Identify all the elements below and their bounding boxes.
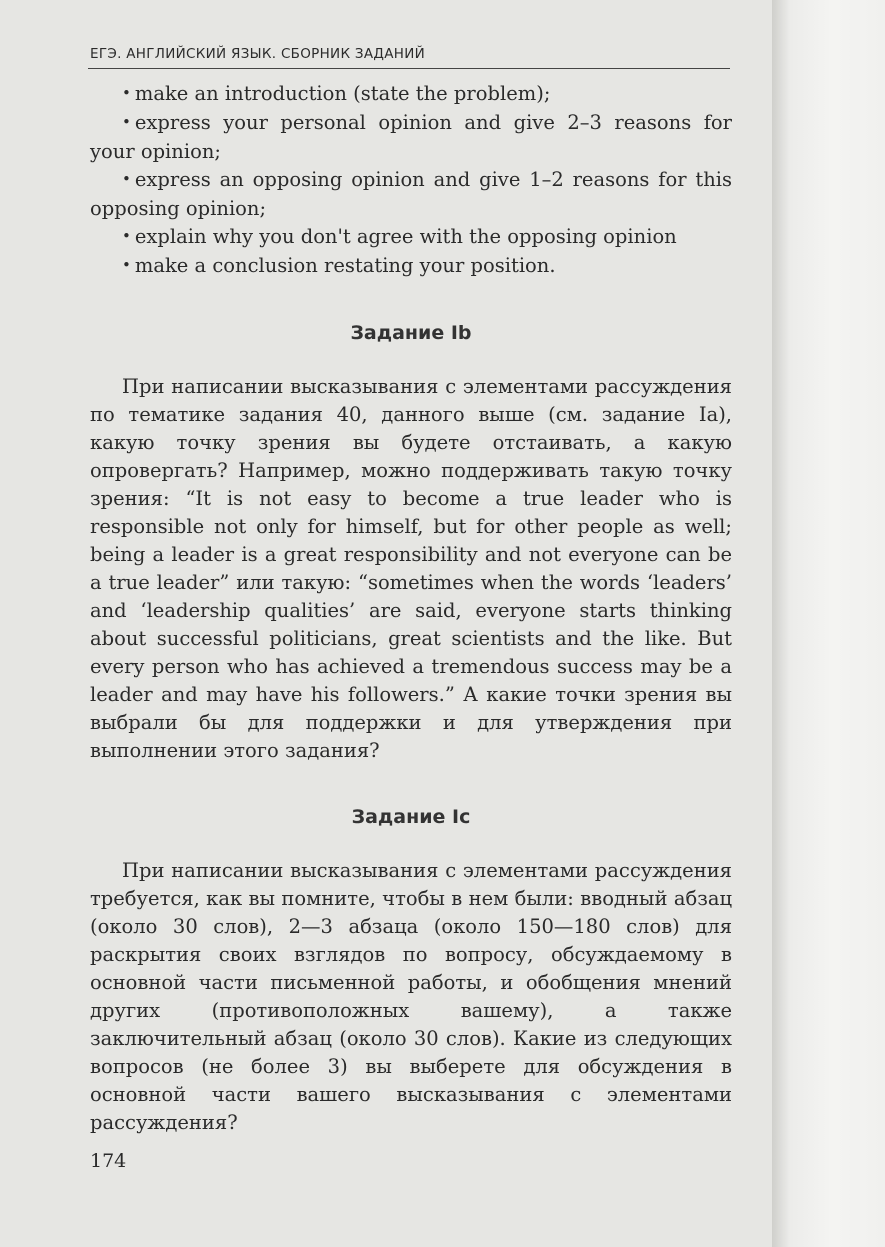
section-b-text: При написании высказывания с элементами рассуждения по тематике задания 40, данного выше (см. задание Ia), какую точку зрения вы будете отстаивать, а какую опровергать? Например, можно поддерживать такую точку зрения: “It is not easy to become a true leader who is responsible not only for himself, but for other people as well; being a leader is a great responsibility and not everyone can be a true leader” или такую: “sometimes when the words ‘leaders’ and ‘leadership qualities’ are said, everyone starts thinking about successful politicians, great scientists and the like. But every person who has achieved a tremendous success may be a leader and may have his followers.” А какие точки зрения вы выбрали бы для поддержки и для утверждения при выполнении этого задания? [90,375,732,762]
header-rule [88,68,730,69]
page-number: 174 [90,1150,127,1172]
bullet-item: • make a conclusion restating your position. [122,254,556,277]
bullet-item: • express your personal opinion and give 2–3 reasons for your opinion; [90,111,732,163]
section-c-title: Задание Ic [351,806,471,828]
section-c-text: При написании высказывания с элементами рассуждения требуется, как вы помните, чтобы в нем были: вводный абзац (около 30 слов), 2—3 абзаца (около 150—180 слов) для раскрытия своих взглядов по вопросу, обсуждаемому в основной части письменной работы, и обобщения мнений других (противоположных вашему), а также заключительный абзац (около 30 слов). Какие из следующих вопросов (не более 3) вы выберете для обсуждения в основной части вашего высказывания с элементами рассуждения? [90,859,732,1134]
page-edge-margin [772,0,885,1247]
bullet-icon: • [122,227,131,245]
bullet-icon: • [122,256,131,274]
running-head: ЕГЭ. АНГЛИЙСКИЙ ЯЗЫК. СБОРНИК ЗАДАНИЙ [90,46,426,62]
bullet-item: • explain why you don't agree with the opposing opinion [122,225,677,248]
page-content [90,80,732,1137]
bullet-item: • express an opposing opinion and give 1–2 reasons for this opposing opinion; [90,168,732,220]
bullet-icon: • [122,84,131,102]
bullet-icon: • [122,170,131,188]
bullet-item: • make an introduction (state the problem); [122,82,551,105]
section-b-title: Задание Ib [350,322,472,344]
bullet-icon: • [122,113,131,131]
